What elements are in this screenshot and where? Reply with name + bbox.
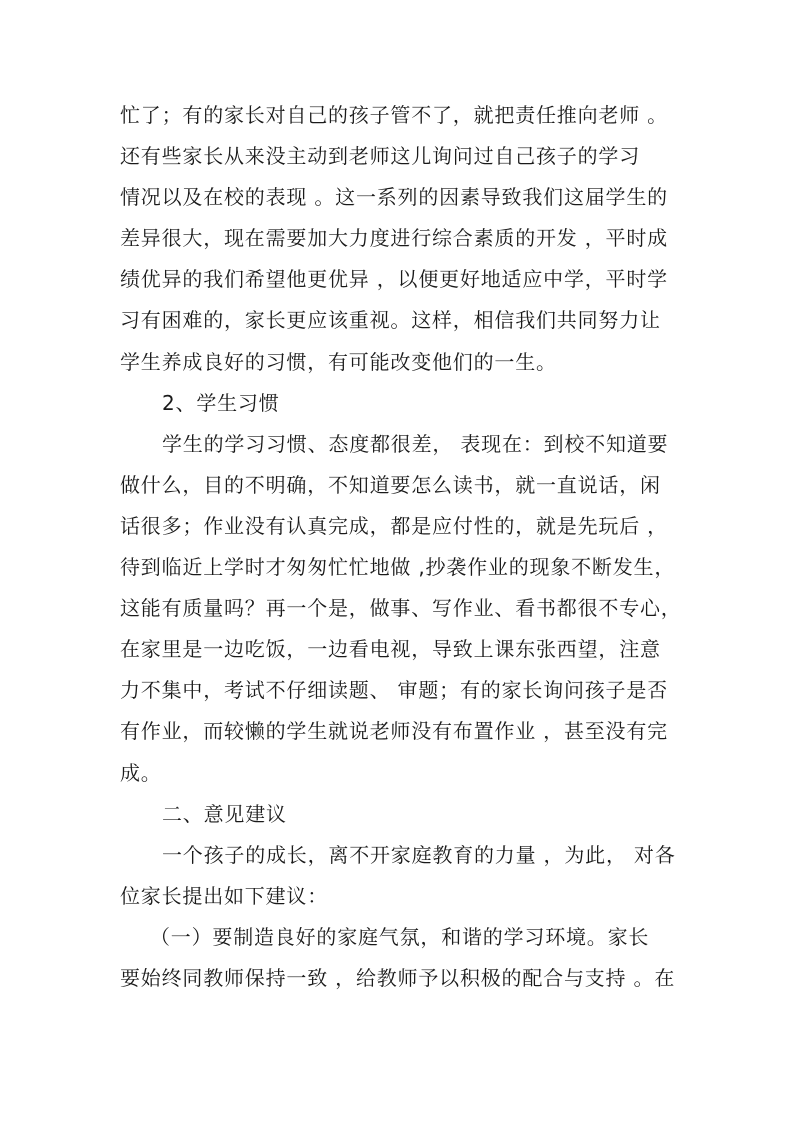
text-line: 有作业，而较懒的学生就说老师没有布置作业 ，甚至没有完 <box>120 719 668 744</box>
text-line: 要始终同教师保持一致 ，给教师予以积极的配合与支持 。在 <box>120 965 676 990</box>
text-line: 力不集中，考试不仔细读题、 审题；有的家长询问孩子是否 <box>120 678 668 703</box>
text-line: 绩优异的我们希望他更优异 ，以便更好地适应中学，平时学 <box>120 267 668 292</box>
text-line: 还有些家长从来没主动到老师这儿询问过自己孩子的学习 <box>120 144 640 169</box>
text-line: （一）要制造良好的家庭气氛，和谐的学习环境。家长 <box>150 924 650 949</box>
text-line: 一个孩子的成长，离不开家庭教育的力量 ，为此， 对各 <box>162 842 676 867</box>
section-heading: 2、学生习惯 <box>162 390 280 415</box>
text-line: 待到临近上学时才匆匆忙忙地做 ,抄袭作业的现象不断发生， <box>120 555 676 580</box>
text-line: 学生养成良好的习惯，有可能改变他们的一生。 <box>120 349 557 374</box>
text-line: 习有困难的，家长更应该重视。这样，相信我们共同努力让 <box>120 308 661 333</box>
section-heading: 二、意见建议 <box>162 801 287 826</box>
text-line: 学生的学习习惯、态度都很差， 表现在：到校不知道要 <box>162 431 669 456</box>
text-line: 忙了；有的家长对自己的孩子管不了，就把责任推向老师 。 <box>120 103 668 127</box>
text-line: 在家里是一边吃饭，一边看电视，导致上课东张西望，注意 <box>120 637 661 662</box>
text-line: 话很多；作业没有认真完成，都是应付性的，就是先玩后 ， <box>120 513 668 538</box>
text-line: 位家长提出如下建议： <box>120 883 328 908</box>
text-line: 差异很大，现在需要加大力度进行综合素质的开发 ，平时成 <box>120 226 668 251</box>
text-line: 成。 <box>120 760 162 785</box>
text-line: 情况以及在校的表现 。这一系列的因素导致我们这届学生的 <box>120 185 668 210</box>
body-text <box>120 95 680 999</box>
text-line: 做什么，目的不明确，不知道要怎么读书，就一直说话，闲 <box>120 472 661 497</box>
text-line: 这能有质量吗？再一个是，做事、写作业、看书都很不专心， <box>120 596 682 621</box>
